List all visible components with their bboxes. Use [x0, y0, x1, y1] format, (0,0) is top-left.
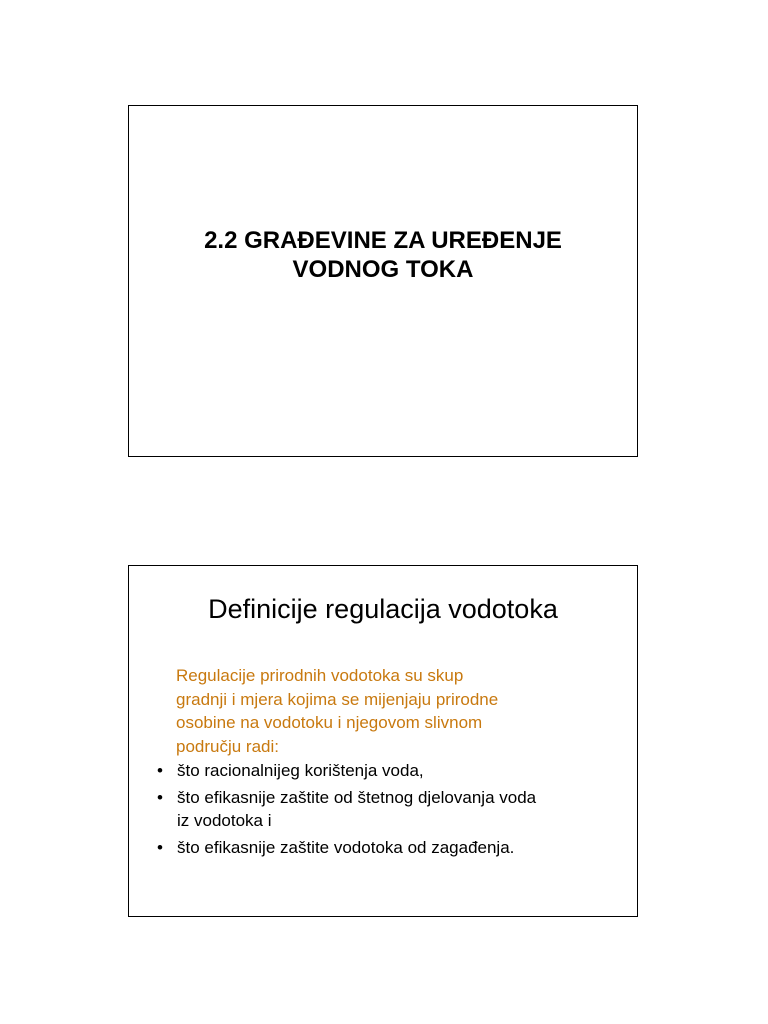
bullet-text: [177, 836, 627, 860]
bullet-text: [177, 786, 627, 833]
slide-1-title: [129, 226, 637, 284]
slide-1: [128, 105, 638, 457]
bullet-item: [157, 759, 627, 783]
bullet-1-line-1: što racionalnijeg korištenja voda,: [177, 761, 424, 780]
bullet-text: [177, 759, 627, 783]
bullet-dot: •: [157, 787, 163, 807]
definition-line-2: gradnji i mjera kojima se mijenjaju prirodne: [176, 689, 499, 709]
slide-1-title-line-1: 2.2 GRAĐEVINE ZA UREĐENJE: [204, 227, 562, 254]
definition-line-4: području radi:: [176, 736, 280, 756]
bullet-dot: •: [157, 837, 163, 857]
slide-1-title-line-2: VODNOG TOKA: [292, 256, 474, 283]
bullet-2-line-1: što efikasnije zaštite od štetnog djelovanja voda: [177, 787, 537, 807]
bullet-list: [157, 759, 627, 862]
slide-2-title: Definicije regulacija vodotoka: [208, 594, 558, 624]
definition-text: [176, 664, 616, 758]
bullet-dot: •: [157, 761, 163, 780]
slide-2: [128, 565, 638, 917]
definition-line-1: Regulacije prirodnih vodotoka su skup: [176, 666, 464, 685]
definition-line-3: osobine na vodotoku i njegovom slivnom: [176, 713, 483, 732]
bullet-3-line-1: što efikasnije zaštite vodotoka od zagađenja.: [177, 837, 515, 857]
bullet-2-line-2: iz vodotoka i: [177, 811, 272, 830]
bullet-item: [157, 836, 627, 860]
bullet-item: [157, 786, 627, 833]
